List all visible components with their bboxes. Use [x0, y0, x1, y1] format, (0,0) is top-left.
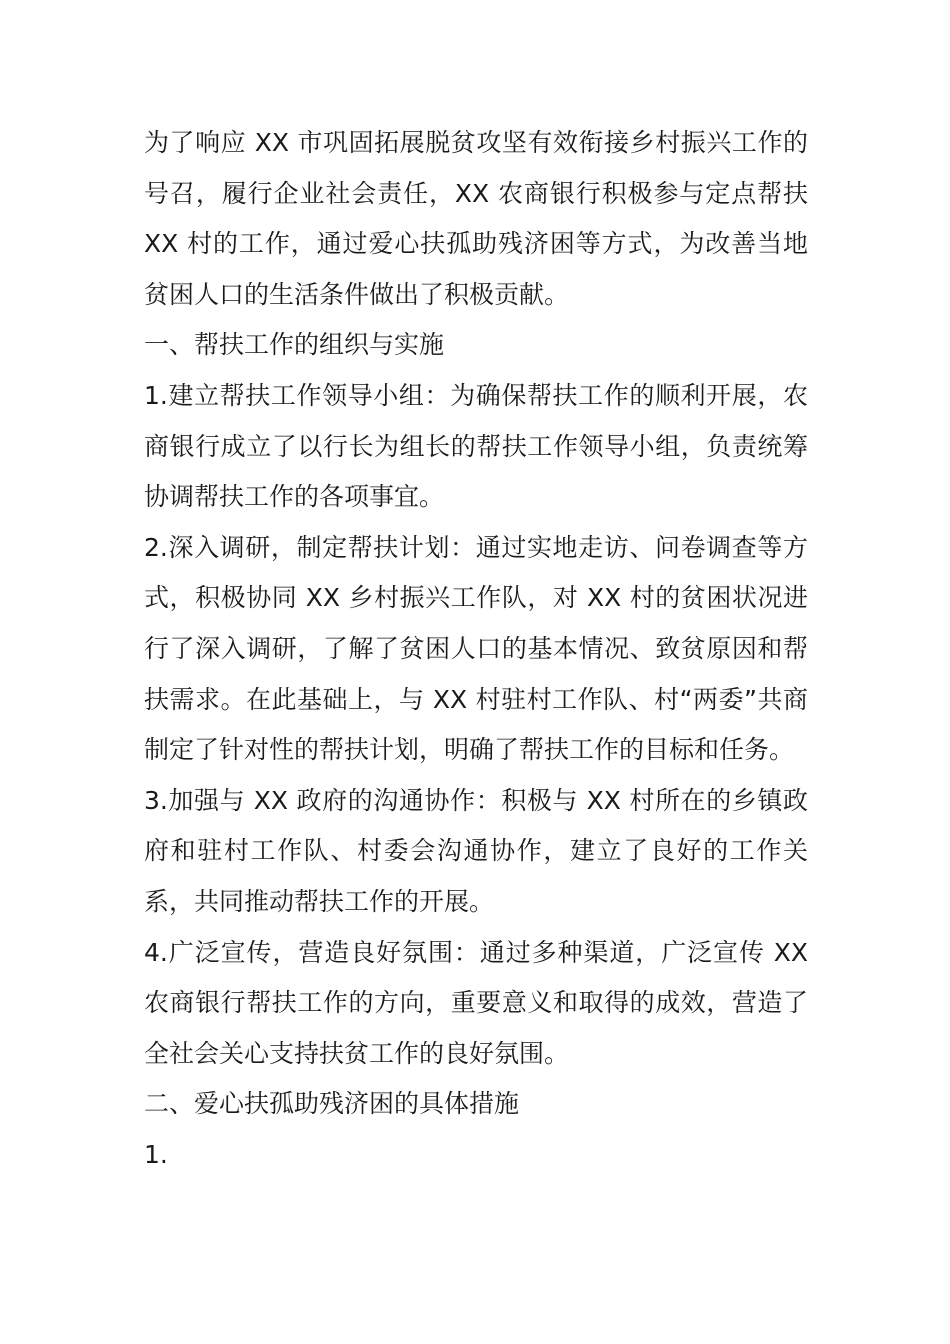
intro-paragraph: 为了响应 XX 市巩固拓展脱贫攻坚有效衔接乡村振兴工作的号召，履行企业社会责任，XX 农商银行积极参与定点帮扶 XX 村的工作，通过爱心扶孤助残济困等方式，为改善当地贫困人口的生活条件做出了积极贡献。 — [144, 128, 808, 309]
item-paragraph-2: 2.深入调研，制定帮扶计划：通过实地走访、问卷调查等方式，积极协同 XX 乡村振兴工作队，对 XX 村的贫困状况进行了深入调研，了解了贫困人口的基本情况、致贫原因和帮扶需求。在此基础上，与 XX 村驻村工作队、村“两委”共商制定了针对性的帮扶计划，明确了帮扶工作的目标和任务。 — [144, 532, 808, 765]
document-body — [144, 118, 808, 1180]
section-heading-2: 二、爱心扶孤助残济困的具体措施 — [144, 1089, 520, 1119]
item-paragraph-5: 1. — [144, 1139, 168, 1169]
item-paragraph-4: 4.广泛宣传，营造良好氛围：通过多种渠道，广泛宣传 XX 农商银行帮扶工作的方向，重要意义和取得的成效，营造了全社会关心支持扶贫工作的良好氛围。 — [144, 937, 808, 1068]
section-heading-1: 一、帮扶工作的组织与实施 — [144, 330, 445, 360]
item-paragraph-1: 1.建立帮扶工作领导小组：为确保帮扶工作的顺利开展，农商银行成立了以行长为组长的帮扶工作领导小组，负责统筹协调帮扶工作的各项事宜。 — [144, 380, 808, 512]
item-paragraph-3: 3.加强与 XX 政府的沟通协作：积极与 XX 村所在的乡镇政府和驻村工作队、村委会沟通协作，建立了良好的工作关系，共同推动帮扶工作的开展。 — [144, 785, 808, 916]
